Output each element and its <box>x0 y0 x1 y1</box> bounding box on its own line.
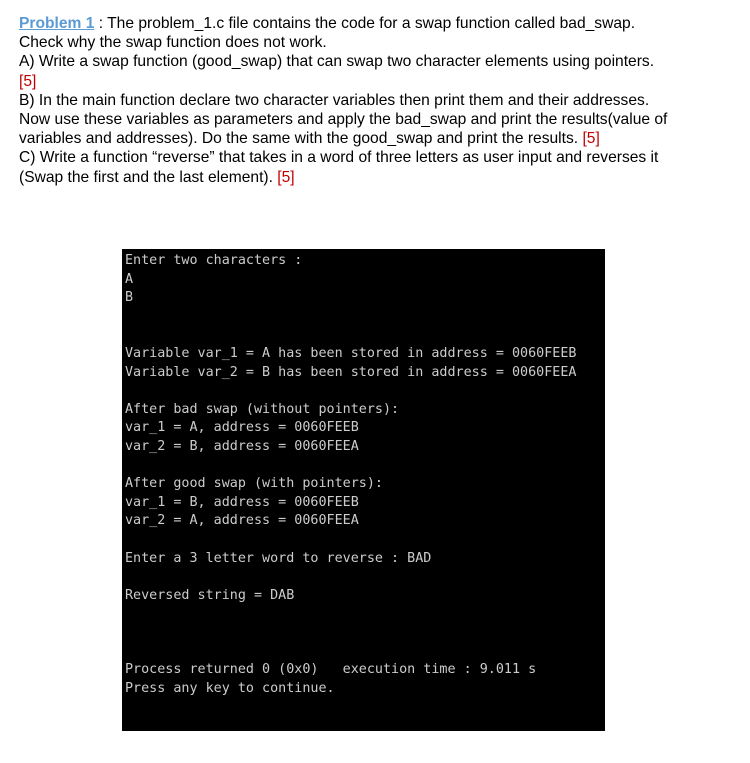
console-line <box>125 326 605 345</box>
part-c-line-2-text: (Swap the first and the last element). <box>19 168 278 186</box>
console-line: A <box>125 271 134 287</box>
console-line: var_1 = B, address = 0060FEEB <box>125 494 359 510</box>
console-line: Press any key to continue. <box>125 680 335 696</box>
part-c-line-1: C) Write a function “reverse” that takes in a word of three letters as user input and reverses it <box>19 149 659 167</box>
console-line: Enter two characters : <box>125 253 303 268</box>
problem-intro-line-2: Check why the swap function does not work. <box>19 34 327 52</box>
part-a-marks <box>19 72 719 91</box>
console-line: var_1 = A, address = 0060FEEB <box>125 420 359 436</box>
part-b-line-3 <box>19 129 719 148</box>
console-line <box>125 624 605 643</box>
problem-title-link[interactable]: Problem 1 <box>19 15 95 32</box>
console-output-window <box>122 249 605 731</box>
problem-intro-line-1 <box>19 14 719 33</box>
console-line <box>125 382 605 401</box>
console-line: Process returned 0 (0x0) execution time : 9.011 s <box>125 662 537 678</box>
console-line: var_2 = B, address = 0060FEEA <box>125 438 359 454</box>
console-line <box>125 308 605 327</box>
problem-statement <box>19 14 719 187</box>
console-line <box>125 605 605 624</box>
part-a-text: A) Write a swap function (good_swap) that can swap two character elements using pointers. <box>19 53 655 71</box>
console-line: B <box>125 290 134 306</box>
part-c-line-2 <box>19 168 719 187</box>
console-line: Variable var_1 = A has been stored in address = 0060FEEB <box>125 345 577 361</box>
console-line: var_2 = A, address = 0060FEEA <box>125 513 359 529</box>
console-line: Enter a 3 letter word to reverse : BAD <box>125 550 432 566</box>
console-line: Reversed string = DAB <box>125 587 295 603</box>
part-b-marks: [5] <box>582 130 600 148</box>
part-b-line-2: Now use these variables as parameters and apply the bad_swap and print the results(value of <box>19 111 668 129</box>
console-line: After bad swap (without pointers): <box>125 401 400 417</box>
part-b-line-1: B) In the main function declare two character variables then print them and their addresses. <box>19 91 650 109</box>
problem-intro-text: : The problem_1.c file contains the code for a swap function called bad_swap. <box>94 15 636 32</box>
part-a-marks-label: [5] <box>19 72 37 90</box>
console-line <box>125 642 605 661</box>
console-line: After good swap (with pointers): <box>125 476 383 492</box>
part-b-line-3-text: variables and addresses). Do the same with the good_swap and print the results. <box>19 130 583 148</box>
part-c-marks: [5] <box>277 168 295 186</box>
console-line <box>125 568 605 587</box>
console-line <box>125 531 605 550</box>
console-line: Variable var_2 = B has been stored in address = 0060FEEA <box>125 364 577 380</box>
console-line <box>125 457 605 476</box>
